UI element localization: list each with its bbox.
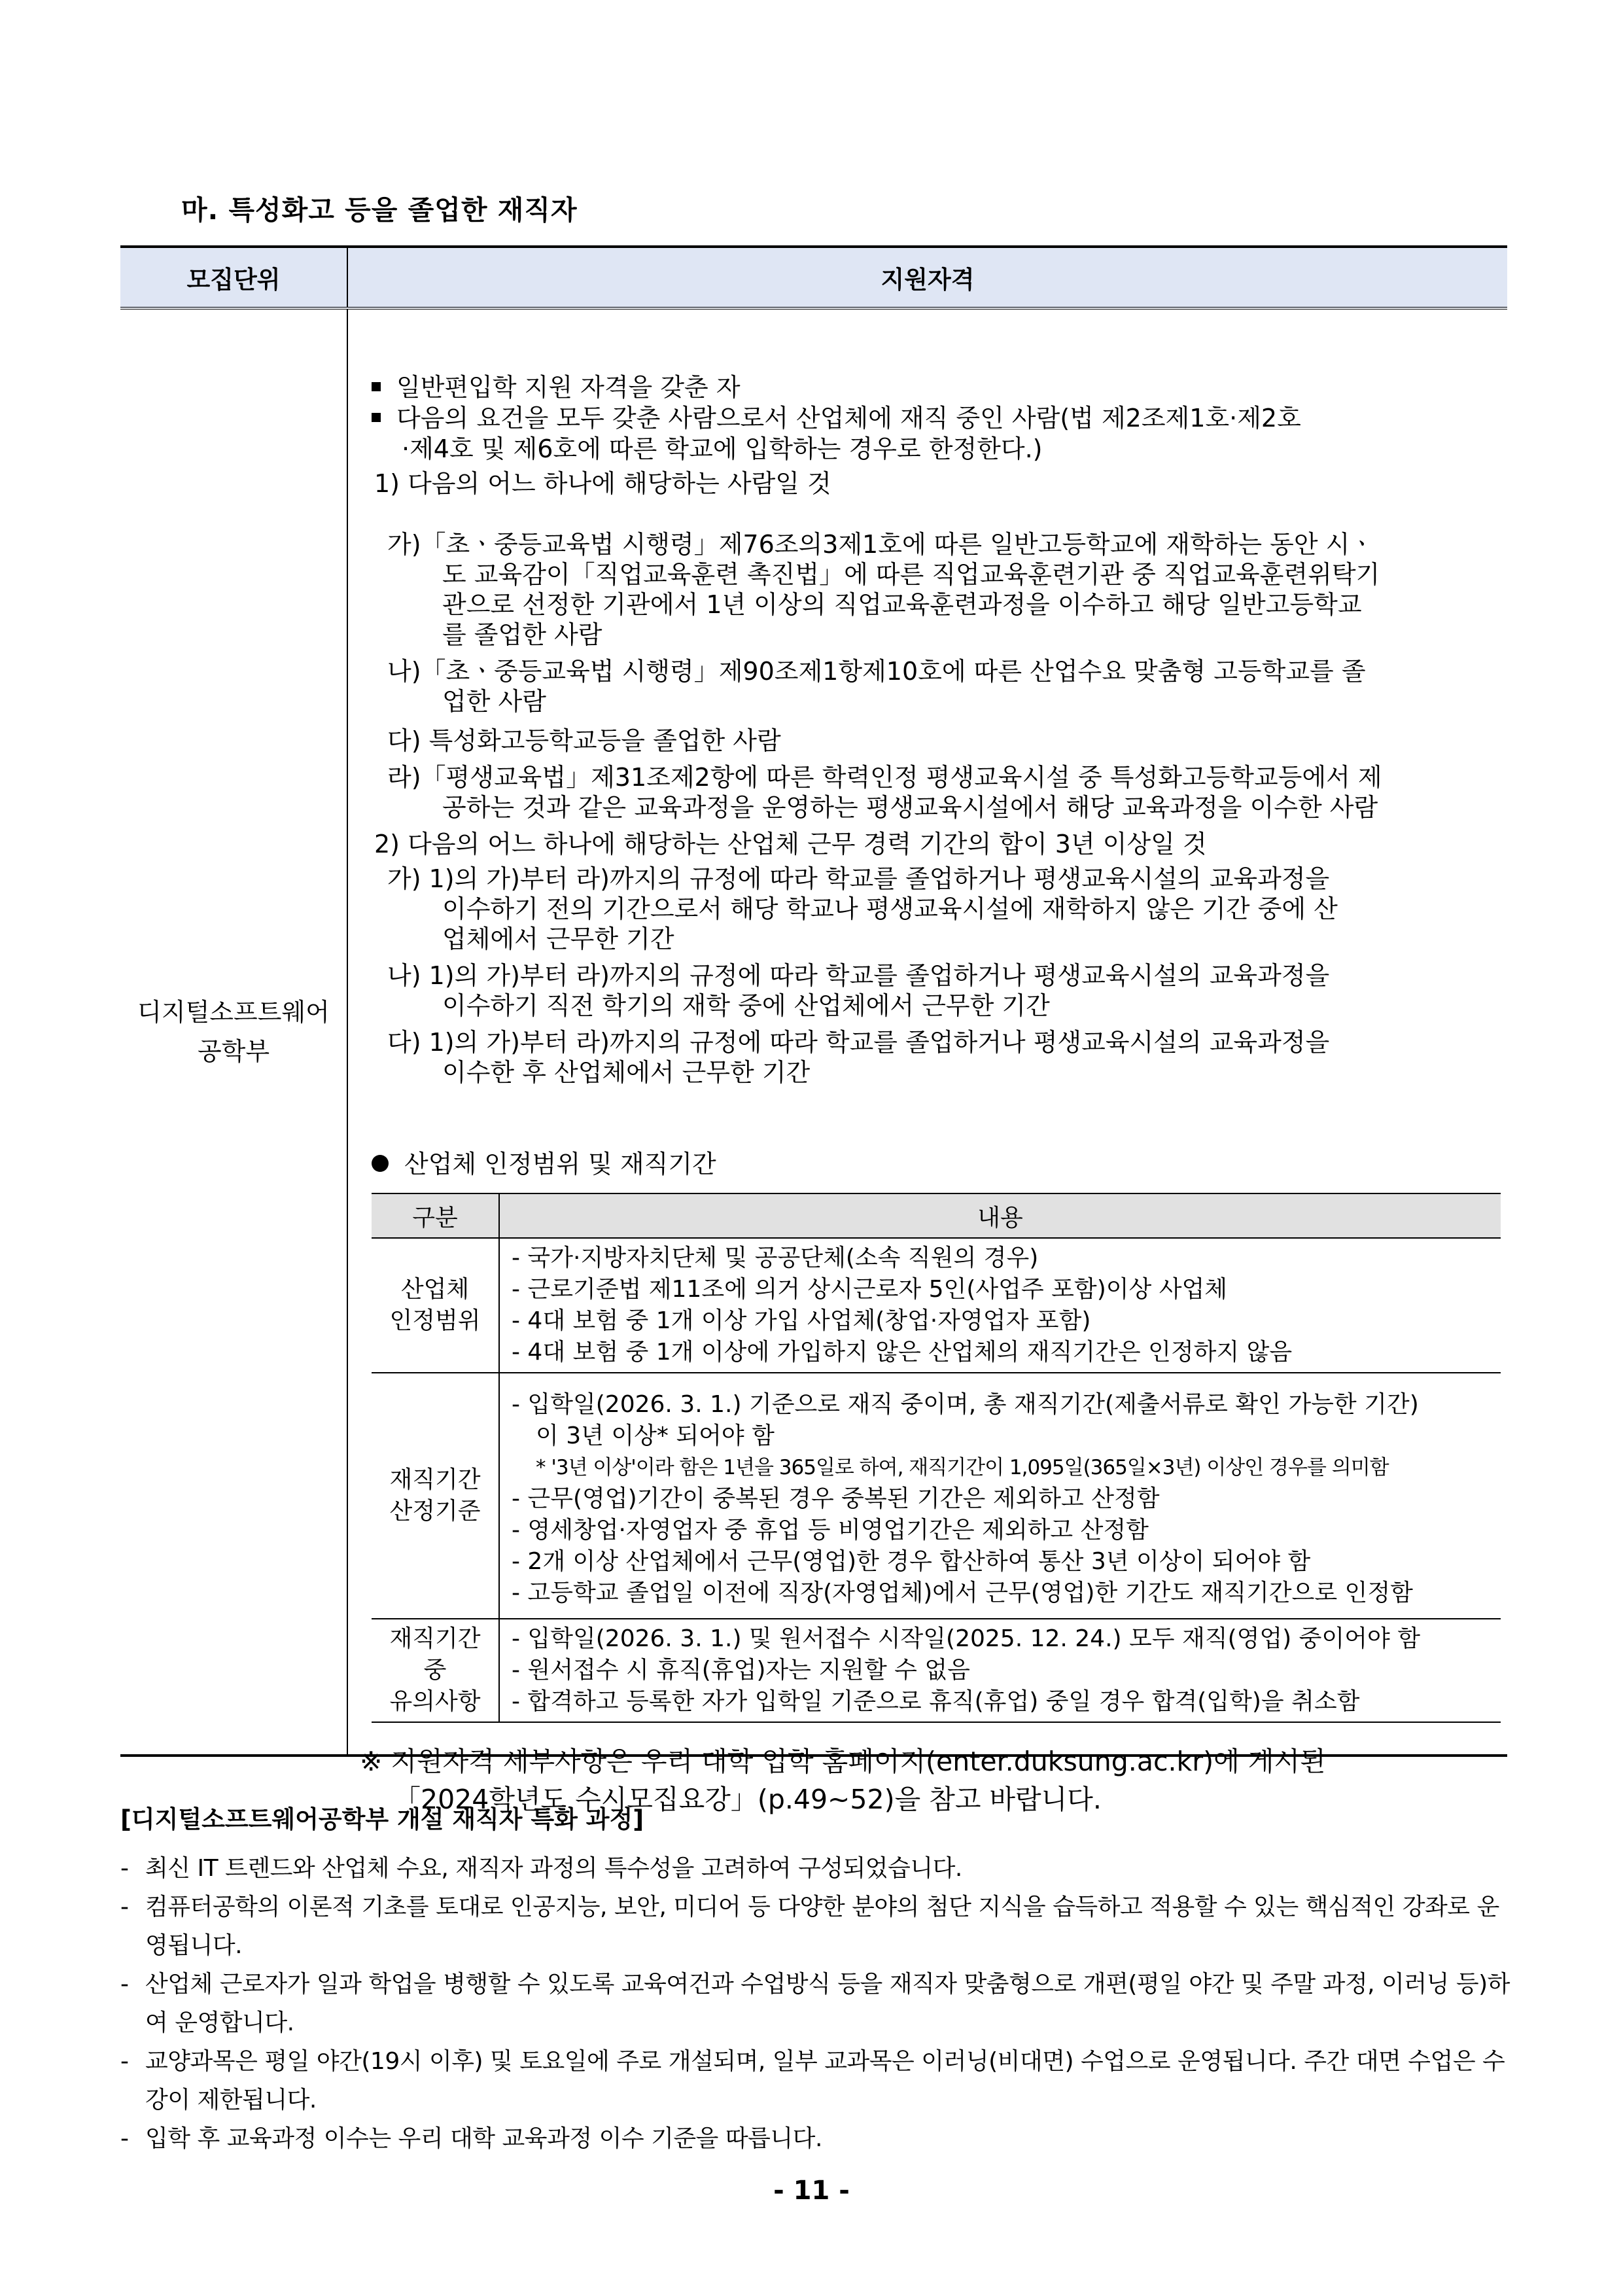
text-line: 가) 1)의 가)부터 라)까지의 규정에 따라 학교를 졸업하거나 평생교육시설의 교육과정을: [387, 864, 1330, 893]
footnote-line2: 「2024학년도 수시모집요강」(p.49~52)을 참고 바랍니다.: [394, 1784, 1102, 1815]
text-line: 2) 다음의 어느 하나에 해당하는 산업체 근무 경력 기간의 합이 3년 이상일 것: [374, 830, 1207, 858]
text-line: 나) 1)의 가)부터 라)까지의 규정에 따라 학교를 졸업하거나 평생교육시설의 교육과정을: [387, 961, 1330, 990]
row-label: 산업체 인정범위: [372, 1238, 499, 1373]
list-item: - 입학 후 교육과정 이수는 우리 대학 교육과정 이수 기준을 따릅니다.: [120, 2125, 822, 2152]
qualification-cell: [347, 308, 1507, 1815]
bullet-line: 일반편입학 지원 자격을 갖춘 자: [372, 372, 741, 402]
unit-name-line2: 공학부: [197, 1037, 270, 1066]
footnote-line1: ※ 지원자격 세부사항은 우리 대학 입학 홈페이지(enter.duksung.ac.kr)에 게시된: [360, 1746, 1326, 1777]
square-bullet-icon: [372, 382, 381, 391]
subtable-header-row: [372, 1193, 1501, 1238]
text-line: ·제4호 및 제6호에 따른 학교에 입학하는 경우로 한정한다.): [402, 434, 1043, 463]
row-label: 재직기간 중 유의사항: [372, 1619, 499, 1722]
unit-cell: [120, 308, 347, 1756]
text-line: 1) 다음의 어느 하나에 해당하는 사람일 것: [374, 469, 831, 498]
text-line: 나)「초ㆍ중등교육법 시행령」제90조제1항제10호에 따른 산업수요 맞춤형 고등학교를 졸: [387, 657, 1366, 686]
text-line: 도 교육감이「직업교육훈련 촉진법」에 따른 직업교육훈련기관 중 직업교육훈련위탁기: [442, 560, 1380, 589]
table-header-row: [120, 247, 1507, 308]
text-line: 업체에서 근무한 기간: [442, 925, 674, 953]
table-body-row: [120, 308, 1507, 1756]
text-line: 이수한 후 산업체에서 근무한 기간: [442, 1058, 811, 1087]
list-item: - 교양과목은 평일 야간(19시 이후) 및 토요일에 주로 개설되며, 일부 교과목은 이러닝(비대면) 수업으로 운영됩니다. 주간 대면 수업은 수강이 제한됩니다.: [120, 2048, 1505, 2113]
circle-bullet-icon: [372, 1155, 389, 1172]
header-qualification: 지원자격: [347, 247, 1507, 308]
bullet-line: 다음의 요건을 모두 갖춘 사람으로서 산업체에 재직 중인 사람(법 제2조제1호·제2호: [372, 403, 1301, 433]
text-line: 를 졸업한 사람: [442, 620, 602, 649]
page-number: - 11 -: [773, 2176, 850, 2206]
text-line: 업한 사람: [442, 687, 546, 716]
row-content: - 입학일(2026. 3. 1.) 및 원서접수 시작일(2025. 12. 24.) 모두 재직(영업) 중이어야 함 - 원서접수 시 휴직(휴업)자는 지원할 수 없음 - 합격하고 등록한 자가 입학일 기준으로 휴직(휴업) 중일 경우 합격(입학)을 취소함: [499, 1619, 1501, 1722]
text-line: 다) 1)의 가)부터 라)까지의 규정에 따라 학교를 졸업하거나 평생교육시설의 교육과정을: [387, 1028, 1330, 1057]
special-course-title: [디지털소프트웨어공학부 개설 재직자 특화 과정]: [120, 1805, 644, 1833]
subtable-header-category: 구분: [372, 1193, 499, 1238]
text-line: 이수하기 직전 학기의 재학 중에 산업체에서 근무한 기간: [442, 991, 1050, 1020]
list-item: - 컴퓨터공학의 이론적 기초를 토대로 인공지능, 보안, 미디어 등 다양한 분야의 첨단 지식을 습득하고 적용할 수 있는 핵심적인 강좌로 운영됩니다.: [120, 1894, 1499, 1959]
list-item: - 산업체 근로자가 일과 학업을 병행할 수 있도록 교육여건과 수업방식 등을 재직자 맞춤형으로 개편(평일 야간 및 주말 과정, 이러닝 등)하여 운영합니다.: [120, 1971, 1510, 2036]
section-title: 마. 특성화고 등을 졸업한 재직자: [181, 194, 578, 226]
text-line: 라)「평생교육법」제31조제2항에 따른 학력인정 평생교육시설 중 특성화고등학교등에서 제: [387, 763, 1382, 792]
list-item: - 최신 IT 트렌드와 산업체 수요, 재직자 과정의 특수성을 고려하여 구성되었습니다.: [120, 1855, 962, 1882]
square-bullet-icon: [372, 413, 381, 422]
industry-criteria-table: [372, 1193, 1501, 1723]
text-line: 이수하기 전의 기간으로서 해당 학교나 평생교육시설에 재학하지 않은 기간 중에 산: [442, 894, 1338, 923]
subtable-row: [372, 1373, 1501, 1619]
row-content: - 입학일(2026. 3. 1.) 기준으로 재직 중이며, 총 재직기간(제출서류로 확인 가능한 기간) 이 3년 이상* 되어야 함 * '3년 이상'이라 함은 1년을 365일로 하여, 재직기간이 1,095일(365일×3년) 이상인 경우를 의미함 - 근무(영업)기간이 중복된 경우 중복된 기간은 제외하고 산정함 - 영세창업·자영업자 중 휴업 등 비영업기간은 제외하고 산정함 - 2개 이상 산업체에서 근무(영업)한 경우 합산하여 통산 3년 이상이 되어야 함 - 고등학교 졸업일 이전에 직장(자영업체)에서 근무(영업)한 기간도 재직기간으로 인정함: [499, 1373, 1501, 1619]
qualification-content: [348, 309, 1507, 1815]
text-line: 다) 특성화고등학교등을 졸업한 사람: [387, 726, 781, 755]
subtable-header-content: 내용: [499, 1193, 1501, 1238]
text-line: 관으로 선정한 기관에서 1년 이상의 직업교육훈련과정을 이수하고 해당 일반고등학교: [442, 590, 1362, 619]
subsection-title: 산업체 인정범위 및 재직기간: [372, 1149, 716, 1179]
qualification-table: [120, 245, 1507, 1815]
text-line: 가)「초ㆍ중등교육법 시행령」제76조의3제1호에 따른 일반고등학교에 재학하는 동안 시ㆍ: [387, 530, 1374, 559]
text-line: 공하는 것과 같은 교육과정을 운영하는 평생교육시설에서 해당 교육과정을 이수한 사람: [442, 793, 1378, 822]
special-course-section: [120, 1799, 1514, 2158]
row-label: 재직기간 산정기준: [372, 1373, 499, 1619]
row-content: - 국가·지방자치단체 및 공공단체(소속 직원의 경우) - 근로기준법 제11조에 의거 상시근로자 5인(사업주 포함)이상 사업체 - 4대 보험 중 1개 이상 가입 사업체(창업·자영업자 포함) - 4대 보험 중 1개 이상에 가입하지 않은 산업체의 재직기간은 인정하지 않음: [499, 1238, 1501, 1373]
subtable-row: [372, 1238, 1501, 1373]
subtable-row: [372, 1619, 1501, 1722]
unit-name-line1: 디지털소프트웨어: [137, 998, 330, 1027]
header-unit: 모집단위: [120, 247, 347, 308]
